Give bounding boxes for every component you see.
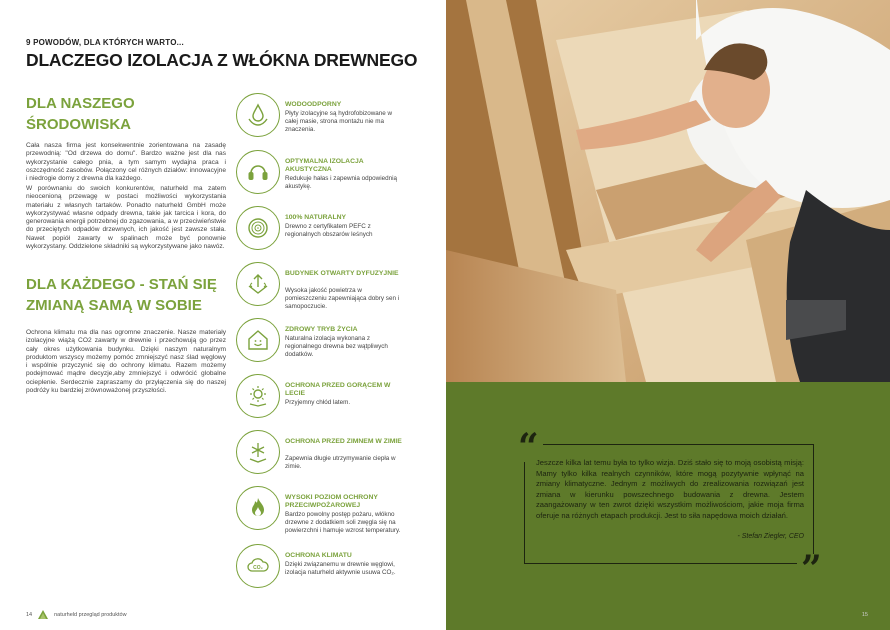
flame-icon bbox=[236, 486, 280, 530]
reason-title: WODOODPORNY bbox=[285, 101, 342, 108]
sun-heat-icon bbox=[236, 374, 280, 418]
section-everyone-heading: DLA KAŻDEGO - STAŃ SIĘ ZMIANĄ SAMĄ W SOBIE bbox=[26, 276, 217, 314]
reason-item bbox=[232, 544, 446, 594]
breathing-building-icon bbox=[236, 262, 280, 306]
reason-description: Naturalna izolacja wykonana z regionalnego drewna bez wątpliwych dodatków. bbox=[285, 335, 388, 358]
reason-item bbox=[232, 93, 446, 143]
reason-description: Drewno z certyfikatem PEFC z regionalnych obszarów leśnych bbox=[285, 223, 373, 238]
reason-item bbox=[232, 206, 446, 256]
section-environment-heading: DLA NASZEGO ŚRODOWISKA bbox=[26, 95, 135, 133]
snowflake-icon bbox=[236, 430, 280, 474]
page-number-right: 15 bbox=[861, 612, 868, 618]
footer-left bbox=[26, 610, 127, 620]
reason-title: OCHRONA PRZED GORĄCEM W LECIE bbox=[285, 382, 391, 397]
ear-protection-icon bbox=[236, 150, 280, 194]
section-everyone-paragraph: Ochrona klimatu ma dla nas ogromne znaczenie. Nasze materiały izolacyjne wiążą CO2 zawarty w drewnie i przechowują go przez cały okres użytkowania budynku. Dzięki naszym naturalnym produktom wszyscy możemy pomóc zmniejszyć nasz ślad węglowy i wspólnie przyczynić się do ochrony klimatu. Razem możemy podejmować mądre decyzje,aby zmniejszyć i odwrócić globalne ocieplenie. Serdecznie zapraszamy do przyłączenia się do naszej podróży ku bardziej zrównoważonej przyszłości. bbox=[26, 329, 226, 395]
naturheld-logo-icon bbox=[38, 610, 48, 620]
section-environment-paragraph-2: W porównaniu do swoich konkurentów, naturheld ma zatem nieocenioną przewagę w postaci możliwości wykorzystania materiału z własnych tartaków. Ponadto naturheld GmbH może wykorzystywać własne odpady drewna, takie jak tarcica i kora, do generowania energii potrzebnej do zgazowania, a w przeciwieństwie do przeciętych odpadów drzewnych, ich jakość jest zawsze stała. Nawet popiół zawarty w spalinach może być ponownie wykorzystany. Oddzielone składniki są wykorzystywane jako nawóz. bbox=[26, 185, 226, 251]
footer-brand-text: naturheld przegląd produktów bbox=[54, 612, 127, 618]
reason-item bbox=[232, 430, 446, 480]
reason-description: Płyty izolacyjne są hydrofobizowane w całej masie, strona montażu nie ma znaczenia. bbox=[285, 110, 393, 133]
quote-open-mark: “ bbox=[514, 432, 543, 462]
ceo-quote-text: Jeszcze kilka lat temu była to tylko wizja. Dziś stało się to moją osobistą misją: Mamy tylko kilka realnych czynników, które mogą pozytywnie wpłynąć na zmiany klimatyczne. Jednym z możliwych do zrealizowania rozwiązań jest zmiana w kierunku powszechnego budowania z drewna. Jestem zaangażowany w ten zwrot dzięki wszystkim możliwościom, jakie moja firma oferuje na różnych etapach produkcji. Jest to siła napędowa moich działań. bbox=[536, 458, 804, 520]
reason-title: OCHRONA KLIMATU bbox=[285, 552, 352, 559]
reason-description: Przyjemny chłód latem. bbox=[285, 399, 351, 406]
reason-title: 100% NATURALNY bbox=[285, 214, 347, 221]
reason-item bbox=[232, 374, 446, 424]
reason-title: OCHRONA PRZED ZIMNEM W ZIMIE bbox=[285, 438, 402, 445]
reason-description: Zapewnia długie utrzymywanie ciepła w zimie. bbox=[285, 455, 396, 470]
reason-description: Wysoka jakość powietrza w pomieszczeniu zapewniająca dobry sen i samopoczucie. bbox=[285, 287, 400, 310]
reason-item bbox=[232, 262, 446, 312]
reason-item bbox=[232, 150, 446, 200]
reason-item bbox=[232, 318, 446, 368]
page-number-left: 14 bbox=[26, 612, 33, 618]
reason-title: ZDROWY TRYB ŻYCIA bbox=[285, 326, 358, 333]
reason-title: BUDYNEK OTWARTY DYFUZYJNIE bbox=[285, 270, 399, 277]
reason-description: Redukuje hałas i zapewnia odpowiednią akustykę. bbox=[285, 175, 398, 190]
quote-close-mark: ” bbox=[797, 554, 826, 584]
section-environment-paragraph-1: Cała nasza firma jest konsekwentnie zorientowana na zasadę przewodnią: "Od drzewa do domu". Bardzo ważne jest dla nas wykorzystanie całego pnia, a tym samym wydajna praca i oszczędność zasobów. Połączony cel różnych działów: innowacyjne i niedrogie domy z drewna dla każdego. bbox=[26, 142, 226, 183]
tree-log-icon bbox=[236, 206, 280, 250]
quote-author: - Stefan Ziegler, CEO bbox=[737, 533, 804, 540]
reason-description: Bardzo powolny postęp pożaru, włókno drzewne z dodatkiem soli zwęgla się na powierzchni i hamuje wzrost temperatury. bbox=[285, 511, 401, 534]
reason-item bbox=[232, 486, 446, 536]
page-title: DLACZEGO IZOLACJA Z WŁÓKNA DREWNEGO bbox=[26, 50, 418, 70]
right-page bbox=[446, 0, 890, 630]
worker-installing-insulation-photo bbox=[446, 0, 890, 382]
co2-cloud-icon bbox=[236, 544, 280, 588]
co2-label: CO₂ bbox=[253, 565, 263, 571]
water-drop-icon bbox=[236, 93, 280, 137]
kicker: 9 POWODÓW, DLA KTÓRYCH WARTO... bbox=[26, 38, 184, 47]
reason-title: WYSOKI POZIOM OCHRONY PRZECIWPOŻAROWEJ bbox=[285, 494, 378, 509]
reason-description: Dzięki związanemu w drewnie węglowi, izolacja naturheld aktywnie usuwa CO₂. bbox=[285, 561, 396, 576]
happy-house-icon bbox=[236, 318, 280, 362]
reason-title: OPTYMALNA IZOLACJA AKUSTYCZNA bbox=[285, 158, 364, 173]
